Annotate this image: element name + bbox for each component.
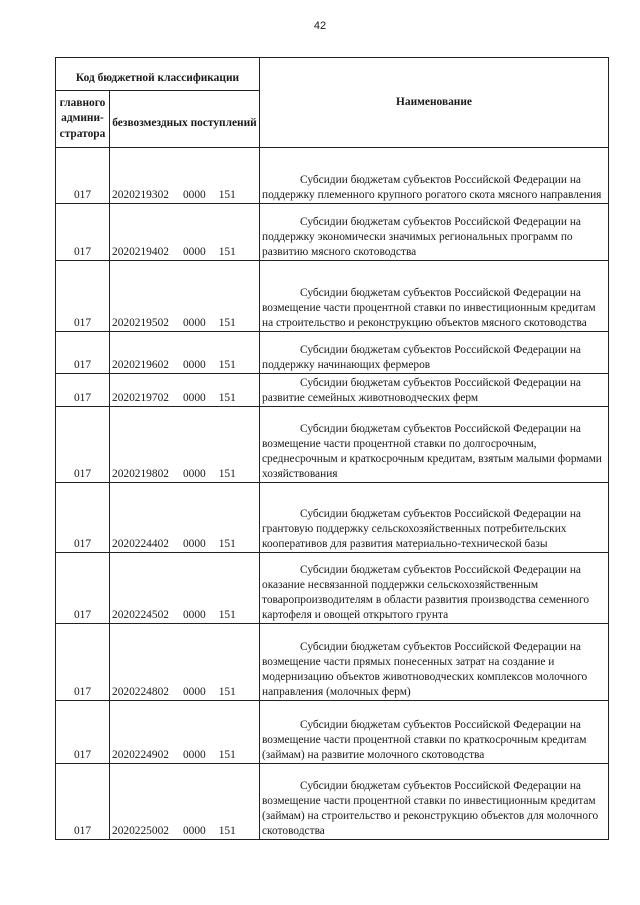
table-row <box>56 374 609 407</box>
admin-code-cell: 017 <box>56 483 110 553</box>
revenue-code-cell: 2020219702 0000 151 <box>110 374 260 407</box>
admin-code-cell: 017 <box>56 624 110 701</box>
name-cell: Субсидии бюджетам субъектов Российской Федерации на возмещение части процентной ставки по долгосрочным, среднесрочным и краткосрочным кредитам, взятым малыми формами хозяйствования <box>260 407 609 483</box>
budget-classification-table <box>55 57 609 840</box>
admin-code-cell: 017 <box>56 764 110 840</box>
table-row <box>56 332 609 374</box>
revenue-code-cell: 2020224402 0000 151 <box>110 483 260 553</box>
name-cell: Субсидии бюджетам субъектов Российской Федерации на поддержку экономически значимых региональных программ по развитию мясного скотоводства <box>260 204 609 261</box>
name-cell: Субсидии бюджетам субъектов Российской Федерации на развитие семейных животноводческих ферм <box>260 374 609 407</box>
table-row <box>56 148 609 204</box>
revenue-code-cell: 2020224502 0000 151 <box>110 553 260 624</box>
admin-code-cell: 017 <box>56 701 110 764</box>
header-admin-label: главного админи-стратора <box>56 91 110 148</box>
admin-code-cell: 017 <box>56 553 110 624</box>
table-row <box>56 764 609 840</box>
table-row <box>56 407 609 483</box>
name-cell: Субсидии бюджетам субъектов Российской Федерации на поддержку племенного крупного рогатого скота мясного направления <box>260 148 609 204</box>
header-revenue-label: безвозмездных поступлений <box>110 91 260 148</box>
revenue-code-cell: 2020219802 0000 151 <box>110 407 260 483</box>
revenue-code-cell: 2020219602 0000 151 <box>110 332 260 374</box>
name-cell: Субсидии бюджетам субъектов Российской Федерации на возмещение части процентной ставки по инвестиционным кредитам (займам) на строительство и реконструкцию объектов для молочного скотоводства <box>260 764 609 840</box>
table-row <box>56 483 609 553</box>
table-row <box>56 624 609 701</box>
name-cell: Субсидии бюджетам субъектов Российской Федерации на поддержку начинающих фермеров <box>260 332 609 374</box>
revenue-code-cell: 2020224802 0000 151 <box>110 624 260 701</box>
revenue-code-cell: 2020225002 0000 151 <box>110 764 260 840</box>
name-cell: Субсидии бюджетам субъектов Российской Федерации на возмещение части процентной ставки по инвестиционным кредитам на строительство и реконструкцию объектов мясного скотоводства <box>260 261 609 332</box>
admin-code-cell: 017 <box>56 332 110 374</box>
revenue-code-cell: 2020224902 0000 151 <box>110 701 260 764</box>
admin-code-cell: 017 <box>56 407 110 483</box>
name-cell: Субсидии бюджетам субъектов Российской Федерации на оказание несвязанной поддержки сельскохозяйственным товаропроизводителям в области развития производства семенного картофеля и овощей открытого грунта <box>260 553 609 624</box>
revenue-code-cell: 2020219302 0000 151 <box>110 148 260 204</box>
table-header <box>56 58 609 148</box>
table-row <box>56 204 609 261</box>
table-body <box>56 148 609 840</box>
admin-code-cell: 017 <box>56 148 110 204</box>
revenue-code-cell: 2020219502 0000 151 <box>110 261 260 332</box>
name-cell: Субсидии бюджетам субъектов Российской Федерации на грантовую поддержку сельскохозяйственных потребительских кооперативов для развития материально-технической базы <box>260 483 609 553</box>
table-row <box>56 553 609 624</box>
admin-code-cell: 017 <box>56 204 110 261</box>
table-row <box>56 701 609 764</box>
page-number: 42 <box>313 20 327 32</box>
table-row <box>56 261 609 332</box>
header-group-label: Код бюджетной классификации <box>56 58 260 91</box>
name-cell: Субсидии бюджетам субъектов Российской Федерации на возмещение части процентной ставки по краткосрочным кредитам (займам) на развитие молочного скотоводства <box>260 701 609 764</box>
revenue-code-cell: 2020219402 0000 151 <box>110 204 260 261</box>
header-name-label: Наименование <box>260 58 609 148</box>
admin-code-cell: 017 <box>56 374 110 407</box>
name-cell: Субсидии бюджетам субъектов Российской Федерации на возмещение части прямых понесенных затрат на создание и модернизацию объектов животноводческих комплексов молочного направления (молочных ферм) <box>260 624 609 701</box>
admin-code-cell: 017 <box>56 261 110 332</box>
